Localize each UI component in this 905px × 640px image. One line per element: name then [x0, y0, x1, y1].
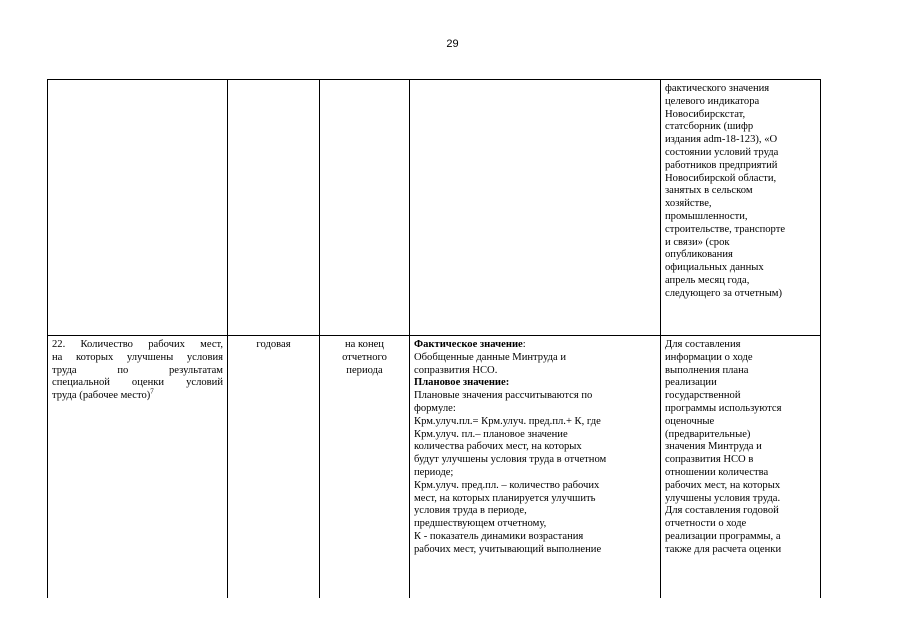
fact-line: Обобщенные данные Минтруда и — [414, 351, 567, 363]
plan-line: условия труда в периоде, — [414, 505, 527, 517]
source-line: Новосибирской области, — [665, 172, 777, 184]
plan-line: предшествующем отчетному, — [414, 518, 547, 530]
plan-line: Крм.улуч. пред.пл. – количество рабочих — [414, 479, 600, 491]
plan-line: Плановые значения рассчитываются по — [414, 390, 593, 402]
source-line: отношении количества — [665, 466, 769, 478]
page-number: 29 — [446, 38, 459, 50]
cell-source-22 — [661, 336, 821, 599]
source-line: фактического значения — [665, 83, 770, 94]
cell-indicator-22 — [48, 336, 228, 599]
plan-line: Крм.улуч. пл.– плановое значение — [414, 428, 568, 440]
indicator-title — [52, 339, 223, 390]
plan-line: Крм.улуч.пл.= Крм.улуч. пред.пл.+ К, где — [414, 415, 601, 427]
plan-line: периоде; — [414, 466, 454, 478]
cell-indicator-empty — [48, 80, 228, 336]
cell-periodicity-22 — [228, 336, 320, 599]
timing-line: на конец — [345, 339, 384, 350]
plan-text — [414, 390, 656, 556]
timing-line: периода — [346, 364, 383, 376]
indicator-line: труда по результатам — [52, 364, 223, 376]
fact-label: Фактическое значение — [414, 339, 523, 350]
source-line: Для составления — [665, 339, 741, 350]
source-line: апрель месяц года, — [665, 274, 750, 286]
cell-method-22 — [410, 336, 661, 599]
plan-line: будут улучшены условия труда в отчетном — [414, 454, 607, 466]
source-line: информации о ходе — [665, 351, 753, 363]
timing-value — [324, 339, 405, 377]
footnote-marker: 7 — [150, 387, 154, 396]
indicators-table — [47, 79, 821, 598]
cell-method-empty — [410, 80, 661, 336]
source-line: реализации — [665, 377, 717, 389]
source-line: целевого индикатора — [665, 95, 760, 107]
indicator-line: 22. Количество рабочих мест, — [52, 339, 223, 350]
cell-timing-empty — [320, 80, 410, 336]
source-line: реализации программы, а — [665, 530, 781, 542]
source-line: издания adm-18-123), «О — [665, 134, 778, 146]
fact-heading — [414, 339, 656, 352]
source-line: официальных данных — [665, 262, 764, 274]
plan-line: формуле: — [414, 402, 456, 414]
source-line: состоянии условий труда — [665, 146, 779, 158]
fact-colon: : — [522, 339, 526, 350]
source-line: улучшены условия труда. — [665, 492, 781, 504]
source-line: значения Минтруда и — [665, 441, 762, 453]
source-line: Новосибирскстат, — [665, 108, 746, 120]
source-line: занятых в сельском — [665, 185, 753, 197]
indicator-title-last — [52, 387, 223, 403]
source-line: Для составления годовой — [665, 505, 779, 517]
source-line: (предварительные) — [665, 428, 751, 440]
timing-line: отчетного — [342, 351, 387, 363]
cell-periodicity-empty — [228, 80, 320, 336]
source-line: и связи» (срок — [665, 236, 730, 248]
source-line: строительстве, транспорте — [665, 223, 786, 235]
source-line: работников предприятий — [665, 159, 778, 171]
plan-line: рабочих мест, учитывающий выполнение — [414, 543, 602, 555]
source-line: выполнения плана — [665, 364, 749, 376]
plan-line: количества рабочих мест, на которых — [414, 441, 582, 453]
table-row-continued — [48, 80, 821, 336]
indicator-title-last-text: труда (рабочее место) — [52, 390, 151, 402]
source-line: опубликования — [665, 249, 733, 261]
plan-label: Плановое значение: — [414, 377, 510, 389]
source-line: хозяйстве, — [665, 198, 712, 210]
source-line: рабочих мест, на которых — [665, 479, 781, 491]
source-continued-text — [665, 83, 816, 301]
fact-line: сопразвития НСО. — [414, 364, 498, 376]
source-line: сопразвития НСО в — [665, 454, 754, 466]
cell-source-continued — [661, 80, 821, 336]
source-line: отчетности о ходе — [665, 518, 747, 530]
plan-heading — [414, 377, 656, 390]
table-row-22 — [48, 336, 821, 599]
periodicity-value: годовая — [256, 339, 291, 350]
plan-line: мест, на которых планируется улучшить — [414, 492, 596, 504]
source-line: оценочные — [665, 415, 715, 427]
source-line: следующего за отчетным) — [665, 287, 783, 299]
indicator-line: на которых улучшены условия — [52, 351, 223, 363]
source-line: промышленности, — [665, 210, 748, 222]
source-line: статсборник (шифр — [665, 121, 754, 133]
source-line: также для расчета оценки — [665, 543, 782, 555]
fact-text — [414, 352, 656, 378]
source-line: государственной — [665, 390, 741, 402]
plan-line: К - показатель динамики возрастания — [414, 530, 584, 542]
indicator-line: специальной оценки условий — [52, 377, 223, 389]
source-line: программы используются — [665, 402, 782, 414]
cell-timing-22 — [320, 336, 410, 599]
source-text — [665, 339, 816, 557]
